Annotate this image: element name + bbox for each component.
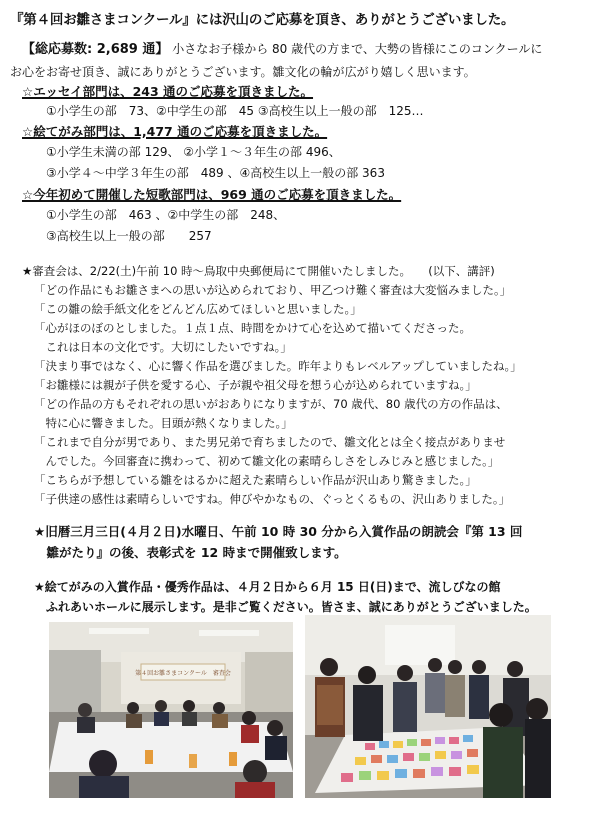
total-entries-heading: 【総応募数: 2,689 通】 bbox=[22, 42, 169, 57]
review-heading: ★審査会は、2/22(土)午前 10 時～鳥取中央郵便局にて開催いたしました。 (以下、講評) bbox=[22, 264, 495, 278]
review-comment: 「これまで自分が男であり、また男兄弟で育ちましたので、雛文化とは全く接点がありませ bbox=[34, 435, 506, 449]
review-comment: 「こちらが予想している雛をはるかに超えた素晴らしい作品が沢山あり驚きました。」 bbox=[34, 473, 477, 487]
photo-reviewing-entries bbox=[305, 615, 551, 798]
review-comment: 「この雛の絵手紙文化をどんどん広めてほしいと思いました。」 bbox=[34, 302, 362, 316]
review-comment: 「どの作品にもお雛さまへの思いが込められており、甲乙つけ難く審査は大変悩みました。」 bbox=[34, 283, 512, 297]
review-comment: んでした。今回審査に携わって、初めて雛文化の素晴らしさをしみじみと感じました。」 bbox=[34, 454, 500, 468]
review-comment: 「子供達の感性は素晴らしいですね。伸びやかなもの、ぐっとくるもの、沢山ありました。」 bbox=[34, 492, 511, 506]
essay-dept-heading: ☆エッセイ部門は、243 通のご応募を頂きました。 bbox=[22, 84, 314, 99]
essay-dept-counts: ①小学生の部 73、②中学生の部 45 ③高校生以上一般の部 125… bbox=[46, 104, 424, 118]
event-line-1: ★旧暦三月三日(４月２日)水曜日、午前 10 時 30 分から入賞作品の朗読会『第 13 回 bbox=[34, 524, 523, 539]
review-comment: これは日本の文化です。大切にしたいですね。」 bbox=[34, 340, 292, 354]
summary-text-1: 小さなお子様から 80 歳代の方まで、大勢の皆様にこのコンクールに bbox=[172, 42, 543, 56]
review-comment: 「心がほのぼのとしました。１点１点、時間をかけて心を込めて描いてくださった。 bbox=[34, 321, 471, 335]
review-comment: 「どの作品の方もそれぞれの思いがおありになりますが、70 歳代、80 歳代の方の作品は、 bbox=[34, 397, 508, 411]
meeting-banner-text: 第４回お雛さまコンクール 審査会 bbox=[135, 670, 231, 677]
summary-text-2: お心をお寄せ頂き、誠にありがとうございます。雛文化の輪が広がり嬉しく思います。 bbox=[10, 65, 476, 79]
etegami-dept-heading: ☆絵てがみ部門は、1,477 通のご応募を頂きました。 bbox=[22, 124, 328, 139]
event-line-2: 雛がたり』の後、表彰式を 12 時まで開催致します。 bbox=[34, 545, 347, 560]
review-comment: 「決まり事ではなく、心に響く作品を選びました。昨年よりもレベルアップしていましたね。」 bbox=[34, 359, 522, 373]
exhibit-line-2: ふれあいホールに展示します。是非ご覧ください。皆さま、誠にありがとうございました。 bbox=[34, 600, 537, 614]
etegami-dept-counts-2: ③小学４～中学３年生の部 489 、④高校生以上一般の部 363 bbox=[46, 166, 385, 180]
review-comment: 「お雛様には親が子供を愛する心、子が親や祖父母を想う心が込められていますね。」 bbox=[34, 378, 477, 392]
summary-line-1 bbox=[22, 42, 542, 57]
tanka-dept-heading: ☆今年初めて開催した短歌部門は、969 通のご応募を頂きました。 bbox=[22, 187, 402, 202]
photo-judging-meeting bbox=[49, 622, 293, 798]
exhibit-line-1: ★絵てがみの入賞作品・優秀作品は、４月２日から６月 15 日(日)まで、流しびなの館 bbox=[34, 580, 501, 594]
page-title: 『第４回お雛さまコンクール』には沢山のご応募を頂き、ありがとうございました。 bbox=[10, 12, 515, 28]
tanka-dept-counts-2: ③高校生以上一般の部 257 bbox=[46, 229, 212, 243]
review-comment: 特に心に響きました。目頭が熱くなりました。」 bbox=[34, 416, 293, 430]
etegami-dept-counts-1: ①小学生未満の部 129、 ②小学１～３年生の部 496、 bbox=[46, 145, 341, 159]
tanka-dept-counts-1: ①小学生の部 463 、②中学生の部 248、 bbox=[46, 208, 286, 222]
